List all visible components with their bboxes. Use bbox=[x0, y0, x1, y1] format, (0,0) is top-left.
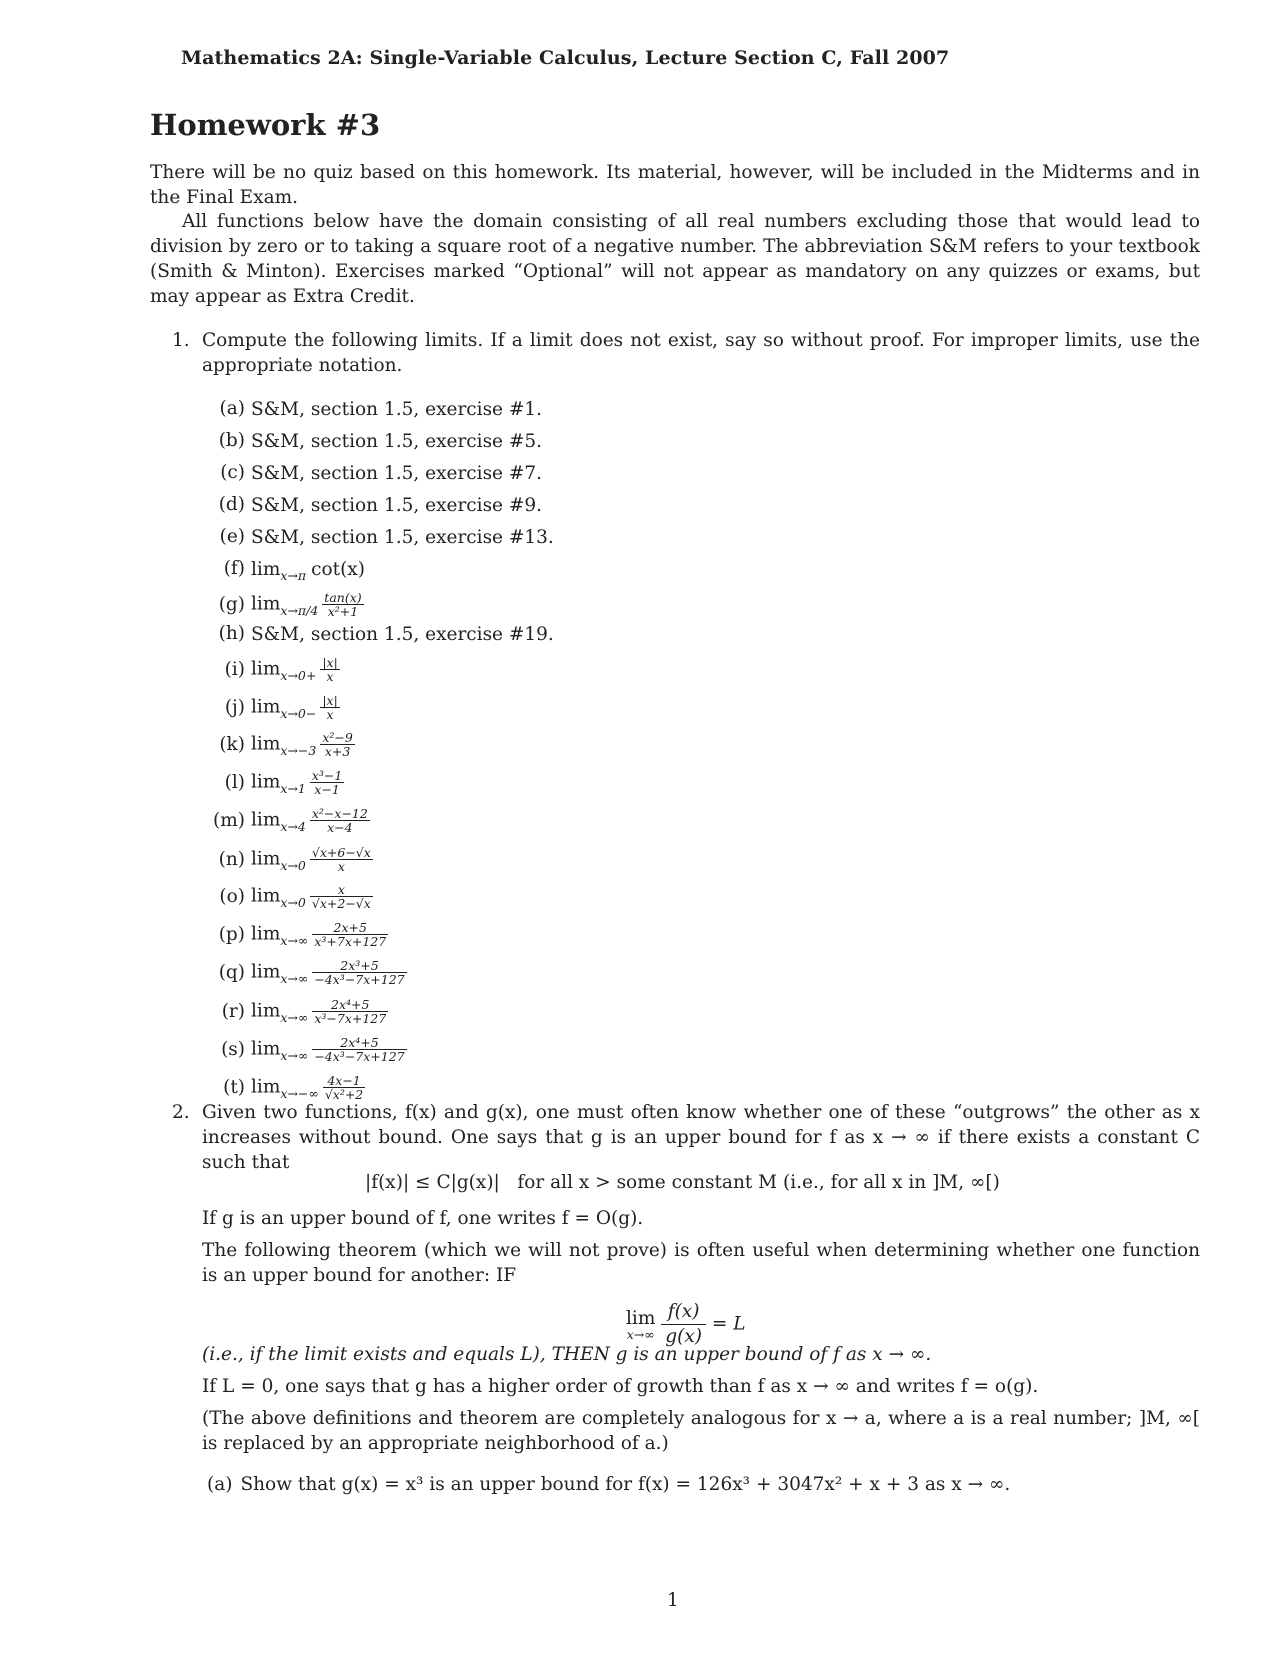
item-label: (k) bbox=[219, 733, 245, 755]
numerator: |x| bbox=[322, 655, 338, 670]
limit-item bbox=[203, 430, 542, 460]
numerator: √x+6−√x bbox=[311, 845, 371, 860]
numerator: x bbox=[337, 882, 345, 897]
fraction bbox=[320, 656, 339, 683]
item-text: S&M, section 1.5, exercise #5. bbox=[251, 430, 543, 452]
fraction bbox=[310, 807, 370, 834]
denominator: x−1 bbox=[310, 782, 345, 796]
item-text: S&M, section 1.5, exercise #13. bbox=[251, 526, 554, 548]
item-label: (e) bbox=[219, 526, 245, 547]
intro-paragraph-1: There will be no quiz based on this homework. Its material, however, will be included in the Midterms and in the Final Exam. bbox=[150, 162, 1200, 208]
fraction bbox=[323, 1074, 365, 1101]
item-label: (t) bbox=[223, 1076, 245, 1098]
numerator: |x| bbox=[322, 693, 338, 708]
item-label: (o) bbox=[219, 885, 245, 907]
denominator: x³−7x+127 bbox=[314, 1011, 387, 1026]
item-label: (i) bbox=[224, 658, 245, 680]
lim-subscript: x→1 bbox=[280, 780, 306, 796]
limit-expression bbox=[251, 694, 340, 721]
limit-item bbox=[203, 462, 542, 492]
lim-word: lim bbox=[251, 885, 281, 907]
limit-item bbox=[203, 731, 355, 761]
lim-subscript: x→π bbox=[280, 567, 307, 583]
denominator: x²+1 bbox=[322, 604, 363, 618]
lim-word: lim bbox=[251, 558, 281, 580]
lim-subscript: x→4 bbox=[280, 818, 306, 834]
item-label: (d) bbox=[218, 494, 245, 515]
denominator: −4x³−7x+127 bbox=[314, 1049, 405, 1064]
limit-expression bbox=[251, 883, 373, 910]
fraction bbox=[312, 1036, 406, 1063]
item-label: (q) bbox=[218, 961, 245, 983]
fraction bbox=[310, 769, 345, 796]
lim-word: lim bbox=[251, 961, 281, 983]
course-header: Mathematics 2A: Single-Variable Calculus, Lecture Section C, Fall 2007 bbox=[181, 47, 950, 69]
item-text: S&M, section 1.5, exercise #1. bbox=[251, 398, 543, 420]
limit-expression bbox=[251, 558, 365, 583]
denominator: −4x³−7x+127 bbox=[314, 972, 405, 987]
fraction bbox=[320, 694, 339, 721]
fraction bbox=[312, 921, 388, 948]
limit-expression bbox=[251, 921, 388, 948]
fraction bbox=[312, 959, 406, 986]
numerator: x³−1 bbox=[311, 768, 343, 783]
limit-item bbox=[203, 846, 373, 876]
item-label: (j) bbox=[224, 696, 245, 718]
intro-paragraph-2: All functions below have the domain consisting of all real numbers excluding those that would lead to division by zero or to taking a square root of a negative number. The abbreviation S&M refers to your textbook (Smith & Minton). Exercises marked “Optional” will not appear as mandatory on any quizzes or exams, but may appear as Extra Credit. bbox=[150, 211, 1200, 307]
limit-item bbox=[203, 656, 340, 686]
theorem-rhs: = L bbox=[711, 1313, 746, 1335]
item-label: (g) bbox=[218, 593, 245, 615]
limit-item bbox=[203, 398, 542, 428]
fraction bbox=[310, 883, 373, 910]
limit-item bbox=[203, 591, 364, 621]
numerator: 2x³+5 bbox=[340, 958, 379, 973]
limit-item bbox=[203, 769, 344, 799]
lim-subscript: x→∞ bbox=[280, 1047, 309, 1063]
lim-subscript: x→0 bbox=[280, 894, 306, 910]
limit-expression bbox=[251, 1036, 407, 1063]
item-text: S&M, section 1.5, exercise #7. bbox=[251, 462, 543, 484]
lim-subscript: x→−∞ bbox=[280, 1085, 319, 1101]
limit-item bbox=[203, 526, 554, 556]
lim-subscript: x→0− bbox=[280, 705, 317, 721]
lim-word: lim bbox=[251, 593, 281, 615]
item-text: S&M, section 1.5, exercise #9. bbox=[251, 494, 543, 516]
lim-subscript: x→0+ bbox=[280, 667, 317, 683]
lim-expression: cot(x) bbox=[311, 558, 365, 580]
limit-item bbox=[203, 623, 554, 653]
limit-expression bbox=[251, 807, 370, 834]
limit-item bbox=[203, 998, 388, 1028]
limit-expression bbox=[251, 998, 388, 1025]
limit-item bbox=[203, 558, 365, 588]
fraction bbox=[322, 591, 363, 618]
fraction bbox=[310, 846, 373, 873]
denominator: √x²+2 bbox=[324, 1087, 364, 1102]
limit-expression bbox=[251, 769, 344, 796]
lim-word: lim bbox=[251, 696, 281, 718]
lim-word: lim bbox=[251, 733, 281, 755]
problem-2-text: Given two functions, f(x) and g(x), one must often know whether one of these “outgrows” the other as x increases without bound. One says that g is an upper bound for f as x → ∞ if there exists a constant C such that bbox=[202, 1102, 1200, 1173]
limit-expression bbox=[251, 846, 373, 873]
denominator: x bbox=[320, 707, 339, 721]
limit-item bbox=[203, 959, 407, 989]
item-label: (a) bbox=[219, 398, 245, 419]
denominator: x bbox=[320, 669, 339, 683]
problem-1-text: Compute the following limits. If a limit does not exist, say so without proof. For improper limits, use the appropriate notation. bbox=[202, 330, 1200, 376]
upper-bound-definition: |f(x)| ≤ C|g(x)| for all x > some constant M (i.e., for all x in ]M, ∞[) bbox=[365, 1172, 1000, 1193]
numerator: x²−9 bbox=[322, 730, 353, 745]
item-label: (h) bbox=[218, 623, 245, 644]
limit-item bbox=[203, 921, 388, 951]
numerator: x²−x−12 bbox=[311, 806, 368, 821]
item-text: S&M, section 1.5, exercise #19. bbox=[251, 623, 554, 645]
limit-expression bbox=[251, 656, 340, 683]
item-label: (l) bbox=[224, 771, 245, 793]
lim-subscript: x→0 bbox=[280, 857, 306, 873]
limit-item bbox=[203, 694, 340, 724]
numerator: 4x−1 bbox=[327, 1073, 361, 1088]
numerator: 2x⁴+5 bbox=[340, 1035, 379, 1050]
numerator: 2x⁴+5 bbox=[331, 997, 370, 1012]
lim-word: lim bbox=[251, 809, 281, 831]
limit-expression bbox=[251, 959, 407, 986]
item-label: (r) bbox=[221, 1000, 245, 1022]
denominator: x+3 bbox=[320, 744, 355, 758]
page-title: Homework #3 bbox=[150, 108, 381, 142]
item-label: (n) bbox=[218, 848, 245, 870]
limit-item bbox=[203, 883, 373, 913]
item-label: (f) bbox=[223, 558, 245, 579]
lim-word: lim bbox=[251, 1000, 281, 1022]
lim-word: lim bbox=[251, 771, 281, 793]
denominator: x³+7x+127 bbox=[314, 934, 387, 949]
theorem-lim: lim bbox=[626, 1307, 656, 1329]
lim-word: lim bbox=[251, 848, 281, 870]
lim-word: lim bbox=[251, 1076, 281, 1098]
lim-subscript: x→∞ bbox=[280, 932, 309, 948]
lim-word: lim bbox=[251, 1038, 281, 1060]
numerator: tan(x) bbox=[324, 590, 362, 605]
numerator: 2x+5 bbox=[333, 920, 367, 935]
lim-word: lim bbox=[251, 923, 281, 945]
theorem-numerator: f(x) bbox=[667, 1301, 700, 1322]
fraction bbox=[312, 998, 388, 1025]
theorem-sub: x→∞ bbox=[626, 1326, 655, 1342]
fraction bbox=[320, 731, 355, 758]
item-label: (b) bbox=[218, 430, 245, 451]
item-label: (c) bbox=[220, 462, 245, 483]
lim-subscript: x→−3 bbox=[280, 742, 317, 758]
page-number: 1 bbox=[667, 1590, 679, 1611]
limit-expression bbox=[251, 591, 364, 618]
denominator: √x+2−√x bbox=[311, 896, 371, 911]
item-label: (s) bbox=[221, 1038, 245, 1060]
denominator: x−4 bbox=[310, 820, 370, 834]
limit-expression bbox=[251, 731, 355, 758]
item-label: (p) bbox=[218, 923, 245, 945]
limit-expression bbox=[251, 1074, 365, 1101]
problem-2-item-a: (a) Show that g(x) = x³ is an upper bound for f(x) = 126x³ + 3047x² + x + 3 as x → ∞. bbox=[207, 1474, 1011, 1495]
item-label: (m) bbox=[213, 809, 245, 831]
problem-2-number: 2. bbox=[172, 1102, 190, 1123]
theorem-denominator: g(x) bbox=[661, 1324, 706, 1349]
limit-item bbox=[203, 807, 370, 837]
document-page: Mathematics 2A: Single-Variable Calculus, Lecture Section C, Fall 2007 Homework #3 There will be no quiz based on this homework. Its material, however, will be included in the Midterms and in the Final Exam. All functions below have the domain consisting of all real numbers excluding those that would lead to division by zero or to taking a square root of a negative number. The abbreviation S&M refers to your textbook (Smith & Minton). Exercises marked “Optional” will not appear as mandatory on any quizzes or exams, but may appear as Extra Credit. 1. Compute the following limits. If a limit does not exist, say so without proof. For improper limits, use the appropriate notation. (a) S&M, section 1.5, exercise #1. (b) S&M, section 1.5, exercise #5. (c) S&M, section 1.5, exercise #7. (d) S&M, section 1.5, exercise #9. (e) S&M, section 1.5, exercise #13. (f) $\lim_{x\to\pi} \cot(x)$ (g) $\lim_{x\to\pi/4}$ $\frac{\tan(x)}{\text{x²+1}}$ (h) S&M, section 1.5, exercise #19. (i) $\lim_{x\to 0+}$ $\frac{|x|}{x}$ (j) $\lim_{x\to 0-}$ $\frac{|x|}{x}$ (k) $\lim_{x\to-3}$ $\frac{\text{x²−9}}{x+3}$ (l) $\lim_{x\to 1}$ $\frac{\text{x³−1}}{x-1}$ (m) $\lim_{x\to 4}$ $\frac{\text{x²−x−12}}{x-4}$ (n) $\lim_{x\to 0}$ $\frac{√x+6-√x}{x}$ (o) $\lim_{x\to 0}$ $\frac{x}{√x+2-√x}$ (p) $\lim_{x\to\infty}$ $\frac{2x+5}{\text{x³+7x+127}}$ (q) $\lim_{x\to\infty}$ $\frac{\text{2x³+5}}{\text{−4x³−7x+127}}$ (r) $\lim_{x\to\infty}$ $\frac{\text{2x⁴+5}}{\text{x³−7x+127}}$ (s) $\lim_{x\to\infty}$ $\frac{\text{2x⁴+5}}{\text{−4x³−7x+127}}$ (t) $\lim_{x\to-\infty}$ $\frac{4x-1}{\text{√x²+2}}$ 2. Given two functions, f(x) and g(x), one must often know whether one of these “outgrows” the other as x increases without bound. One says that g is an upper bound for f as x → ∞ if there exists a constant C such that |f(x)| ≤ C|g(x)| for all x > some constant M (i.e., for all x in ]M, ∞[) If g is an upper bound of f, one writes f = O(g). The following theorem (which we will not prove) is often useful when determining whether one function is an upper bound for another: IF lim x→∞ $\frac{f(x)}{g(x)}$ = L (i.e., if the limit exists and equals L), THEN g is an upper bound of f as x → ∞. If L = 0, one says that g has a higher order of growth than f as x → ∞ and writes f = o(g). (The above definitions and theorem are completely analogous for x → a, where a is a real number; ]M, ∞[ is replaced by an appropriate neighborhood of a.) (a) Show that g(x) = x³ is an upper bound for f(x) = 126x³ + 3047x² + x + 3 as x → ∞. 1 bbox=[150, 47, 1200, 1611]
lim-word: lim bbox=[251, 658, 281, 680]
lim-subscript: x→∞ bbox=[280, 970, 309, 986]
lim-subscript: x→π/4 bbox=[280, 602, 319, 618]
problem-1-number: 1. bbox=[172, 330, 190, 351]
lim-subscript: x→∞ bbox=[280, 1009, 309, 1025]
limit-item bbox=[203, 494, 542, 524]
denominator: x bbox=[310, 859, 373, 873]
limit-item bbox=[203, 1036, 407, 1066]
